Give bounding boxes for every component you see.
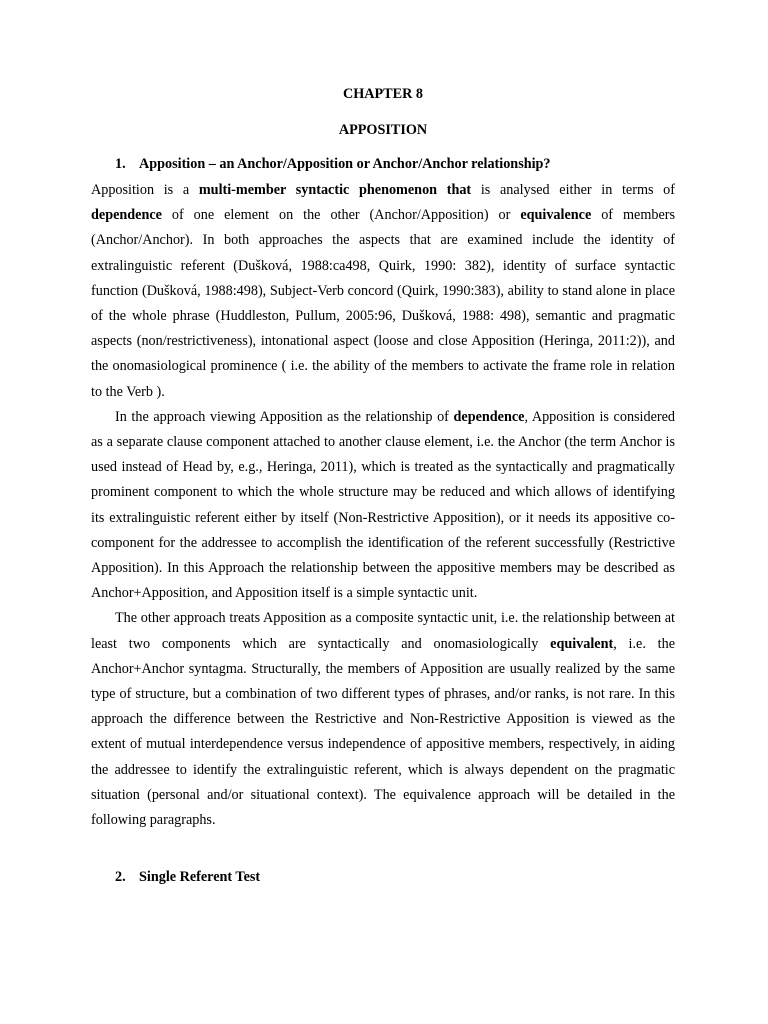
chapter-title: APPOSITION [338,122,428,138]
paragraph-1-bold-3: equivalence [520,207,592,224]
paragraph-1-text-4: of members (Anchor/Anchor). In both approaches the aspects that are examined include the identity of extralinguistic referent (Dušková, 1988:ca498, Quirk, 1990: 382), identity of surface syntactic function (Dušková, 1988:498), Subject-Verb concord (Quirk, 1990:383), ability to stand alone in place of the whole phrase (Huddleston, Pullum, 2005:96, Dušková, 1988: 498), semantic and pragmatic aspects (non/restrictiveness), intonational aspect (loose and close Apposition (Heringa, 2011:2)), and the onomasiological prominence ( i.e. the ability of the members to activate the frame role in relation to the Verb ). [91,207,675,400]
document-page [91,84,675,887]
paragraph-1-bold-1: multi-member syntactic phenomenon that [198,182,472,198]
paragraph-1 [91,178,675,405]
section-title-1: Apposition – an Anchor/Apposition or Anchor/Anchor relationship? [139,156,551,172]
section-heading-1 [91,154,675,174]
paragraph-1-bold-2: dependence [91,207,162,224]
paragraph-3 [91,606,675,833]
paragraph-3-text-1: The other approach treats Apposition as a composite syntactic unit, i.e. the relationship between at least two components which are syntactically and onomasiologically [91,610,675,652]
paragraph-2-text-2: , Apposition is considered as a separate clause component attached to another clause element, i.e. the Anchor (the term Anchor is used instead of Head by, e.g., Heringa, 2011), which is treated as the syntactically and pragmatically prominent component to which the whole structure may be reduced and which allows of identifying its extralinguistic referent either by itself (Non-Restrictive Apposition), or it needs its appositive co-component for the addressee to accomplish the identification of the referent successfully (Restrictive Apposition). In this Approach the relationship between the appositive members may be described as Anchor+Apposition, and Apposition itself is a simple syntactic unit. [91,408,676,602]
paragraph-3-text-2: , i.e. the Anchor+Anchor syntagma. Structurally, the members of Apposition are usually realized by the same type of structure, but a combination of two different types of phrases, and/or ranks, is not rare. In this approach the difference between the Restrictive and Non-Restrictive Apposition is viewed as the extent of mutual interdependence versus independence of appositive members, respectively, in aiding the addressee to identify the extralinguistic referent, which is always dependent on the pragmatic situation (personal and/or situational context). The equivalence approach will be detailed in the following paragraphs. [91,635,675,829]
paragraph-1-text-3: of one element on the other (Anchor/Apposition) or [161,207,521,224]
paragraph-2-text-1: In the approach viewing Apposition as the relationship of [115,408,454,425]
section-title-2: Single Referent Test [139,869,261,886]
paragraph-2-bold-1: dependence [453,408,525,425]
section-number-2: 2. [115,869,126,886]
paragraph-1-text-2: is analysed either in terms of [471,182,675,198]
paragraph-2 [91,405,675,607]
section-number-1: 1. [115,156,126,172]
paragraph-1-text-1: Apposition is a [91,182,199,198]
paragraph-3-bold-1: equivalent [550,635,614,652]
section-heading-2 [91,867,675,887]
chapter-label: CHAPTER 8 [342,86,423,102]
